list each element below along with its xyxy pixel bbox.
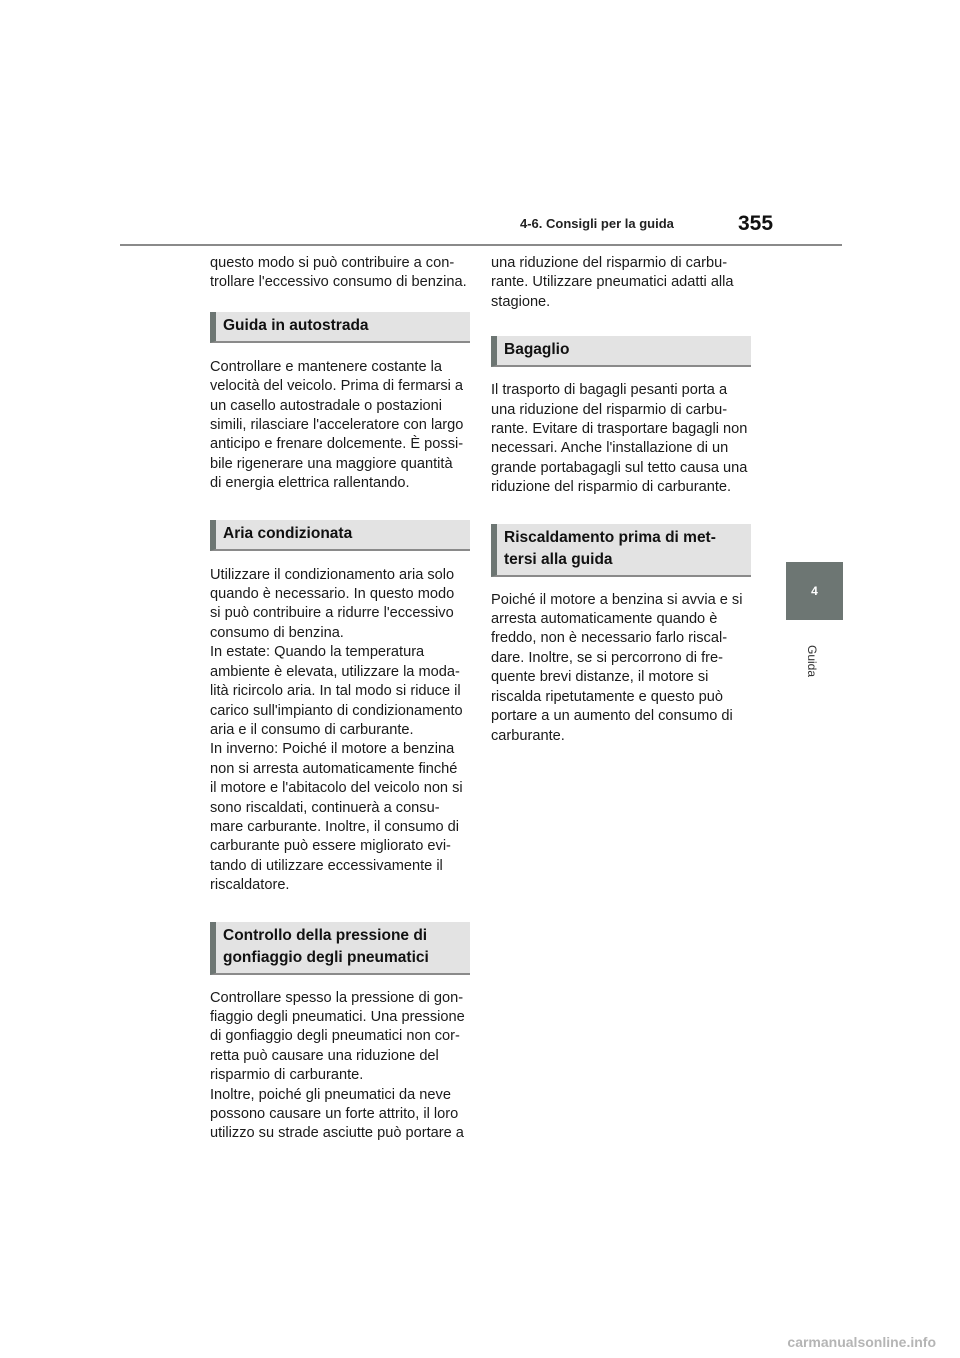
ac-paragraph: Utilizzare il condizionamento aria solo quando è necessario. In questo modo si può contribuire a ridurre l'eccessivo consumo di benzina. In estate: Quando la temperatura ambiente è elevata, utilizzare la moda- lità ricircolo aria. In tal modo si riduce il carico sull'impianto di condizionamento aria e il consumo di carburante. In inverno: Poiché il motore a benzina non si arresta automaticamente finché il motore e l'abitacolo del veicolo non si sono riscaldati, continuerà a consu- mare carburante. Inoltre, il consumo di carburante può essere migliorato evi- tando di utilizzare eccessivamente il riscaldatore. — [210, 566, 463, 894]
ac-heading: Aria condizionata — [210, 520, 470, 551]
chapter-tab-number: 4 — [811, 584, 818, 598]
section-title: 4-6. Consigli per la guida — [520, 216, 674, 231]
warmup-paragraph: Poiché il motore a benzina si avvia e si arresta automaticamente quando è freddo, non è necessario farlo riscal- dare. Inoltre, se si percorrono di fre- quente brevi distanze, il motore si riscalda ripetutamente e questo può portare a un aumento del consumo di carburante. — [491, 591, 743, 744]
right-column — [491, 254, 751, 746]
chapter-label-text: Guida — [805, 644, 819, 678]
left-column — [210, 254, 470, 1144]
page-number: 355 — [738, 212, 774, 235]
left-intro-paragraph: questo modo si può contribuire a con- trollare l'eccessivo consumo di benzina. — [210, 255, 467, 291]
luggage-paragraph: Il trasporto di bagagli pesanti porta a una riduzione del risparmio di carbu- rante. Evitare di trasportare bagagli non necessari. Anche l'installazione di un grande portabagagli sul tetto causa una riduzione del risparmio di carburante. — [491, 382, 748, 496]
luggage-heading: Bagaglio — [491, 336, 751, 367]
chapter-tab — [786, 562, 843, 620]
highway-paragraph: Controllare e mantenere costante la velocità del veicolo. Prima di fermarsi a un casello autostradale o postazioni simili, rilasciare l'acceleratore con largo anticipo e frenare dolcemente. È possi- bile rigenerare una maggiore quantità di energia elettrica rallentando. — [210, 358, 464, 492]
watermark-text: carmanualsonline.info — [787, 1334, 936, 1350]
highway-heading: Guida in autostrada — [210, 312, 470, 343]
tire-pressure-paragraph: Controllare spesso la pressione di gon- fiaggio degli pneumatici. Una pressione di gonfiaggio degli pneumatici non cor- retta può causare una riduzione del risparmio di carburante. Inoltre, poiché gli pneumatici da neve possono causare un forte attrito, il loro utilizzo su strade asciutte può portare a — [210, 989, 465, 1142]
right-intro-paragraph: una riduzione del risparmio di carbu- rante. Utilizzare pneumatici adatti alla stagione. — [491, 255, 734, 310]
header-divider — [120, 244, 842, 246]
tire-pressure-heading: Controllo della pressione di gonfiaggio degli pneumatici — [210, 922, 470, 975]
chapter-label — [804, 632, 818, 692]
warmup-heading: Riscaldamento prima di met- tersi alla guida — [491, 524, 751, 577]
